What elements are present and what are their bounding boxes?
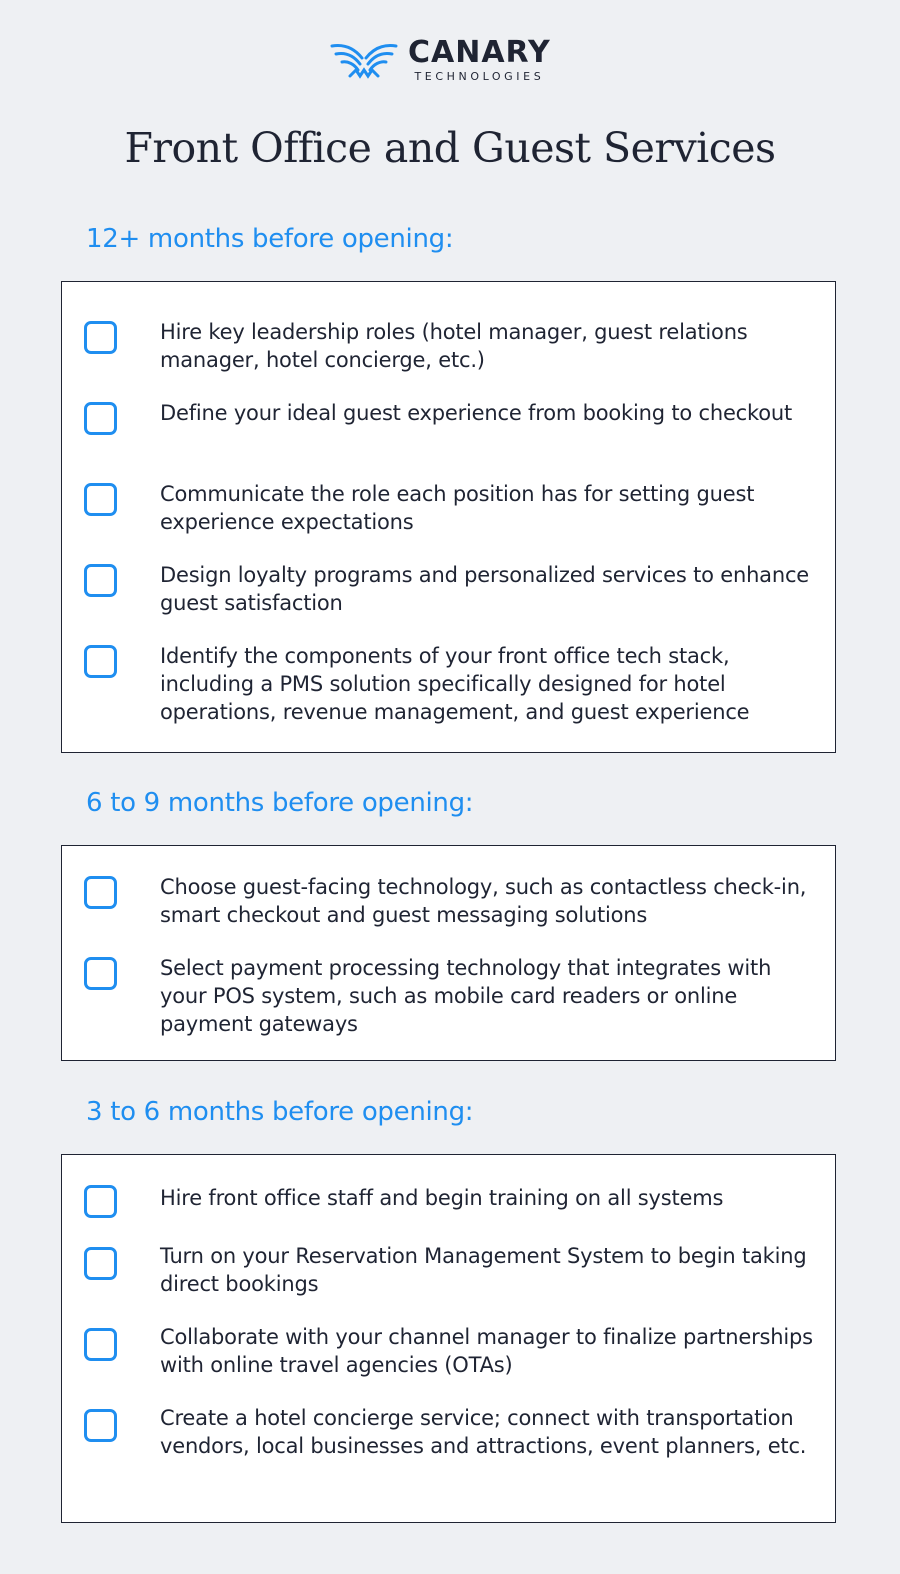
checklist-item-text: Identify the components of your front office tech stack, including a PMS solution specifically designed for hotel operations, revenue management, and guest experience bbox=[160, 644, 750, 724]
checkbox[interactable] bbox=[84, 1247, 117, 1280]
brand-name: CANARY bbox=[408, 35, 551, 70]
checklist-item-text: Define your ideal guest experience from booking to checkout bbox=[160, 401, 793, 425]
checkbox[interactable] bbox=[84, 957, 117, 990]
checklist-item-text: Select payment processing technology that integrates with your POS system, such as mobile card readers or online payment gateways bbox=[160, 956, 772, 1036]
checklist-item-text: Hire front office staff and begin training on all systems bbox=[160, 1186, 724, 1210]
checklist-item-text: Collaborate with your channel manager to finalize partnerships with online travel agencies (OTAs) bbox=[160, 1325, 813, 1377]
checkbox[interactable] bbox=[84, 876, 117, 909]
page-title: Front Office and Guest Services bbox=[124, 124, 776, 172]
checklist-box-3-to-6-months bbox=[61, 1154, 836, 1523]
checklist-item-text: Create a hotel concierge service; connect with transportation vendors, local businesses and attractions, event planners, etc. bbox=[160, 1406, 807, 1458]
checkbox[interactable] bbox=[84, 402, 117, 435]
canary-logo bbox=[330, 35, 551, 83]
brand-subtitle: TECHNOLOGIES bbox=[414, 70, 545, 83]
checkbox[interactable] bbox=[84, 1409, 117, 1442]
checklist-box-12-months bbox=[61, 281, 836, 753]
canary-wing-icon bbox=[330, 40, 398, 80]
checklist-item-text: Design loyalty programs and personalized services to enhance guest satisfaction bbox=[160, 563, 810, 615]
checklist-item-text: Turn on your Reservation Management System to begin taking direct bookings bbox=[160, 1244, 807, 1296]
section-heading-12-months: 12+ months before opening: bbox=[86, 224, 454, 254]
checkbox[interactable] bbox=[84, 1328, 117, 1361]
checklist-box-6-to-9-months bbox=[61, 845, 836, 1061]
checkbox[interactable] bbox=[84, 645, 117, 678]
section-heading-3-to-6-months: 3 to 6 months before opening: bbox=[86, 1097, 474, 1127]
checkbox[interactable] bbox=[84, 321, 117, 354]
checkbox[interactable] bbox=[84, 564, 117, 597]
checkbox[interactable] bbox=[84, 1185, 117, 1218]
checklist-item-text: Choose guest-facing technology, such as contactless check-in, smart checkout and guest messaging solutions bbox=[160, 875, 807, 927]
checkbox[interactable] bbox=[84, 483, 117, 516]
checklist-item-text: Hire key leadership roles (hotel manager, guest relations manager, hotel concierge, etc.) bbox=[160, 320, 748, 372]
checklist-item-text: Communicate the role each position has for setting guest experience expectations bbox=[160, 482, 755, 534]
section-heading-6-to-9-months: 6 to 9 months before opening: bbox=[86, 788, 474, 818]
